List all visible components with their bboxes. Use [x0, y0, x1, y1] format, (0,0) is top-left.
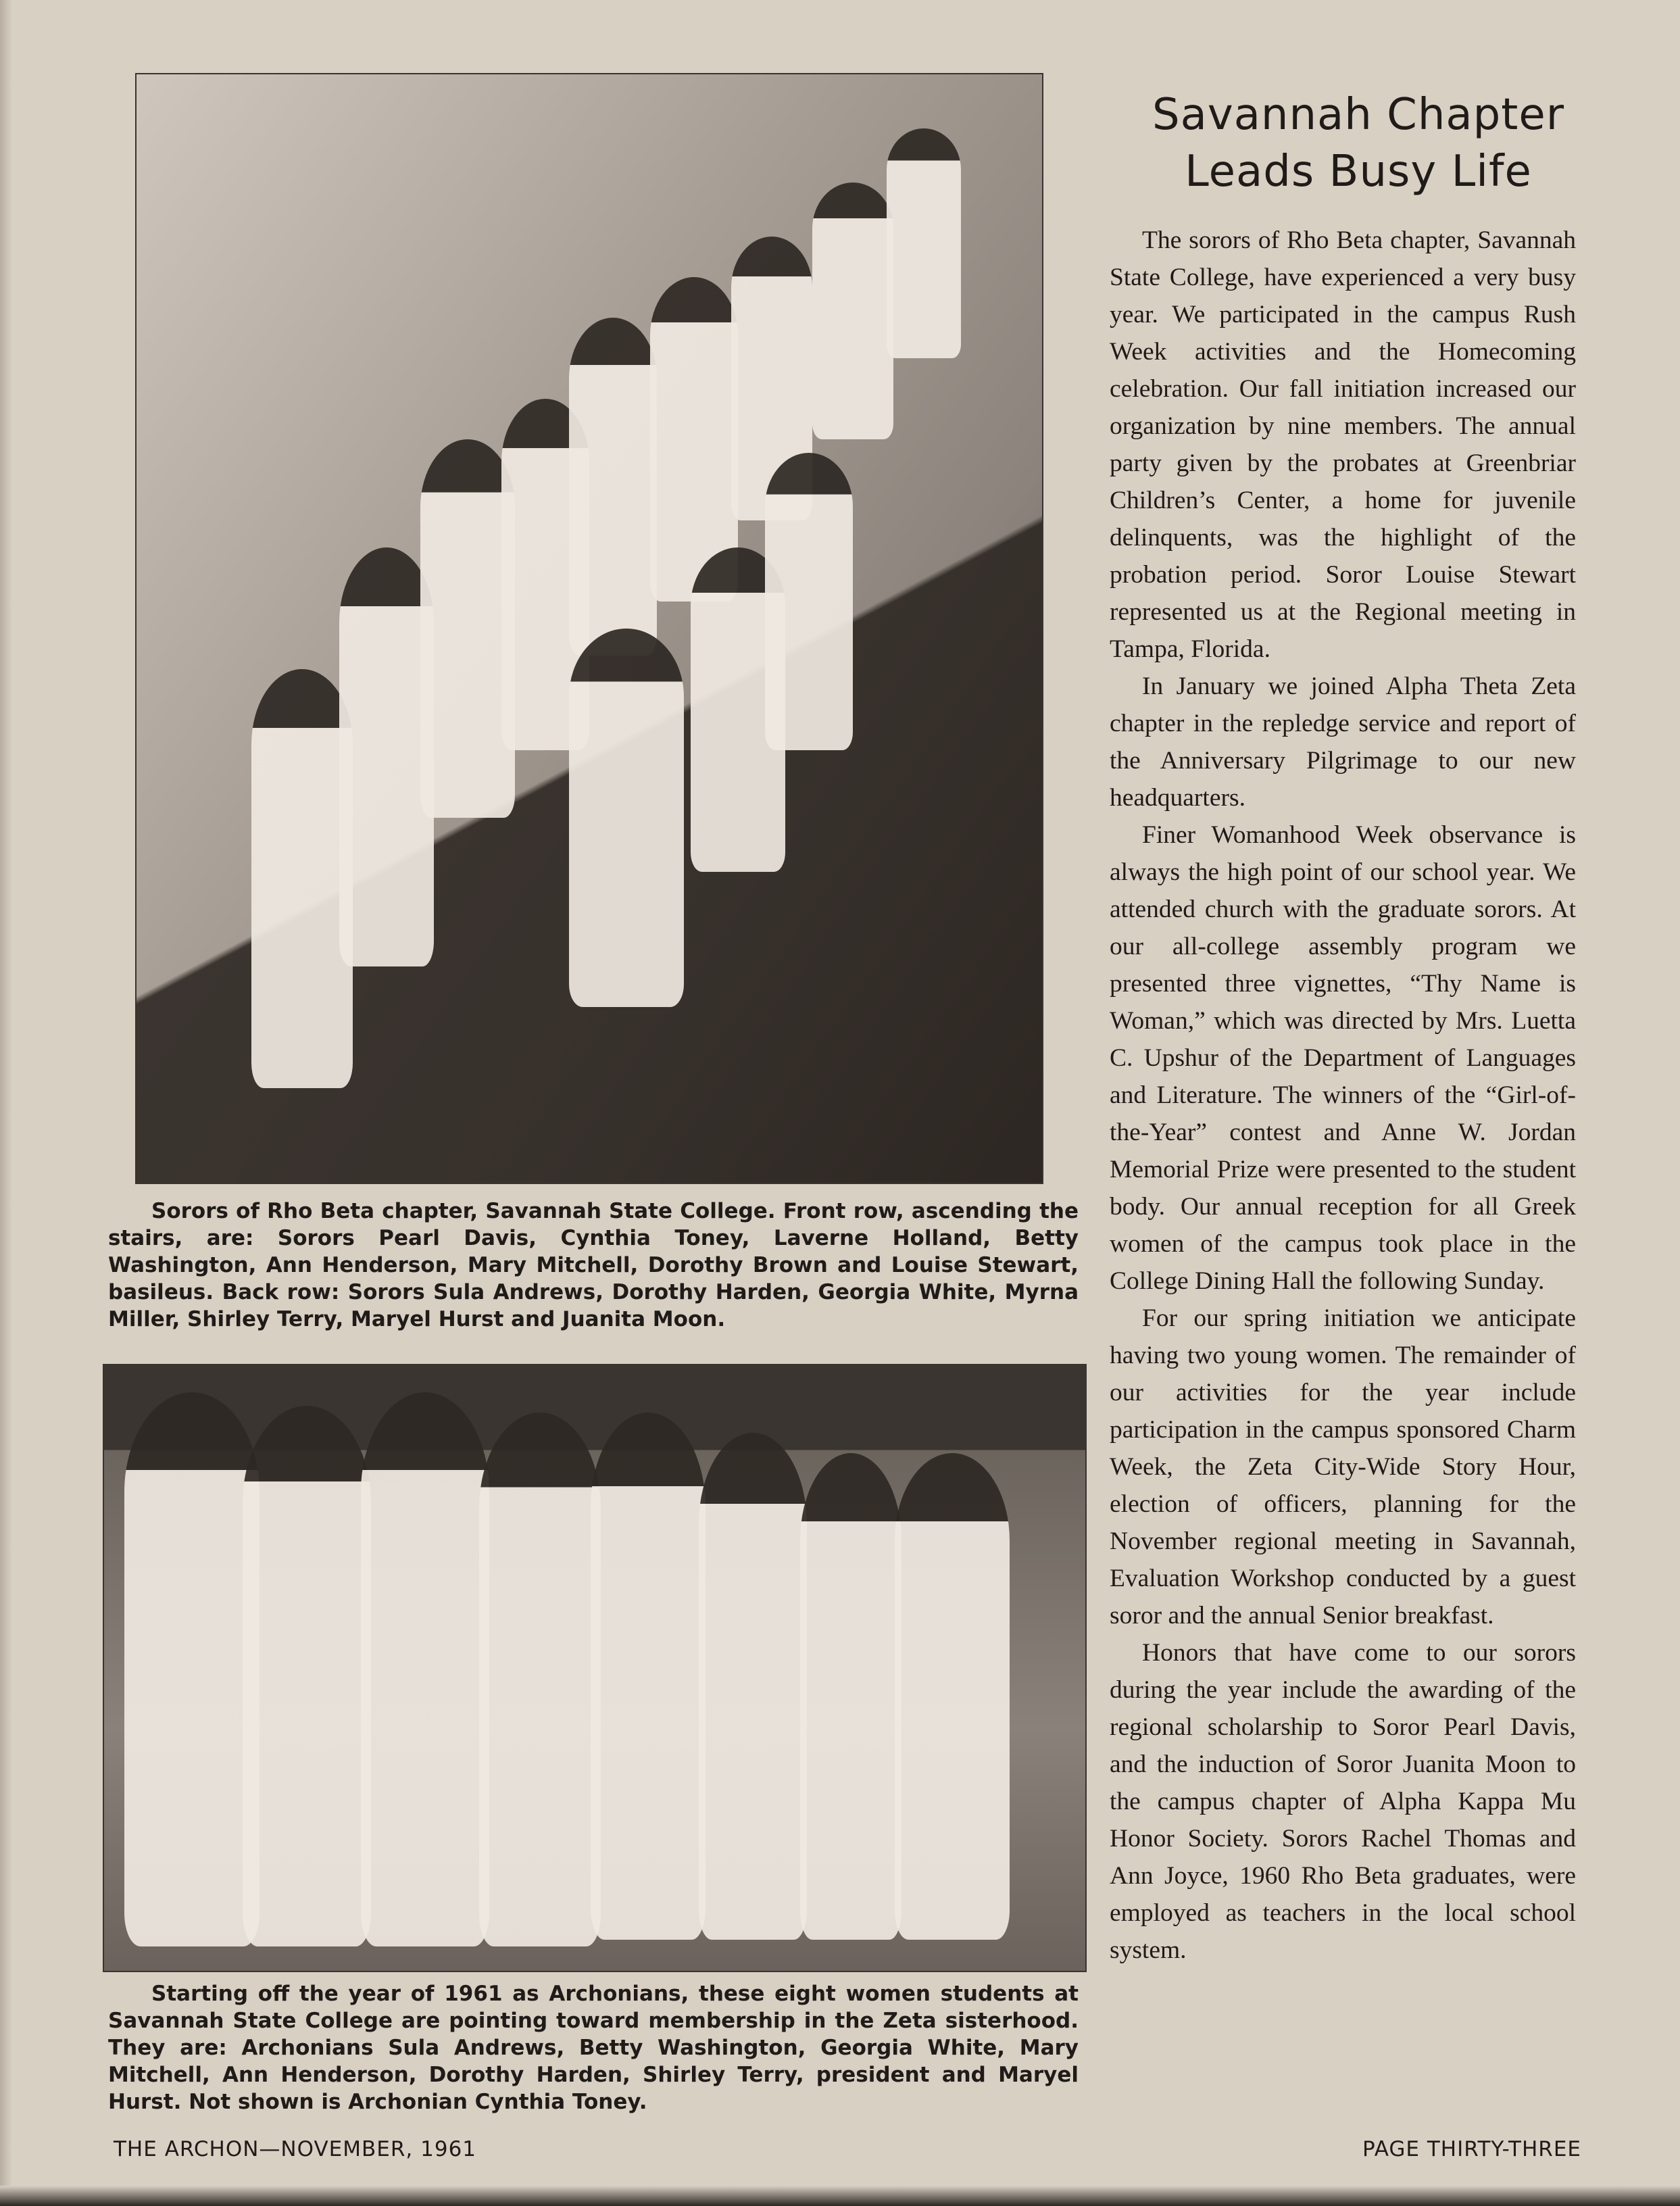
archonians-group-photo — [103, 1364, 1087, 1972]
photo-figure — [569, 629, 684, 1007]
photo-figure — [420, 439, 515, 818]
photo-figure — [591, 1413, 706, 1940]
photo-figure — [699, 1433, 807, 1940]
photo-figure — [243, 1406, 371, 1946]
photo-figure — [339, 547, 434, 966]
article-paragraph: Finer Womanhood Week observance is always the high point of our school year. We attended church with the graduate sorors. At our all-college assembly program we presented three vignettes, “Thy Name is Woman,” which was directed by Mrs. Luetta C. Upshur of the Department of Languages and Literature. The winners of the “Girl-of-the-Year” contest and Anne W. Jordan Memorial Prize were presented to the student body. Our annual reception for all Greek women of the campus took place in the College Dining Hall the following Sunday. — [1110, 821, 1576, 1295]
photo-figure — [569, 318, 657, 656]
photo-figure — [895, 1453, 1010, 1940]
article-title-line-2: Leads Busy Life — [1185, 147, 1532, 197]
top-photo-caption: Sorors of Rho Beta chapter, Savannah State College. Front row, ascending the stairs, are: Sorors Pearl Davis, Cynthia Toney, Laverne Holland, Betty Washington, Ann Henderson, Mary Mitchell, Dorothy Brown and Louise Stewart, basileus. Back row: Sorors Sula Andrews, Dorothy Harden, Georgia White, Myrna Miller, Shirley Terry, Maryel Hurst and Juanita Moon. — [108, 1199, 1079, 1331]
bottom-photo-caption: Starting off the year of 1961 as Archonians, these eight women students at Savannah State College are pointing toward membership in the Zeta sisterhood. They are: Archonians Sula Andrews, Betty Washington, Georgia White, Mary Mitchell, Ann Henderson, Dorothy Harden, Shirley Terry, president and Maryel Hurst. Not shown is Archonian Cynthia Toney. — [108, 1982, 1079, 2114]
article-paragraph: In January we joined Alpha Theta Zeta chapter in the repledge service and report of the Anniversary Pilgrimage to our new headquarters. — [1110, 672, 1576, 812]
photo-figure — [765, 453, 853, 750]
article-paragraph: Honors that have come to our sorors during the year include the awarding of the regional scholarship to Soror Pearl Davis, and the induction of Soror Juanita Moon to the campus chapter of Alpha Kappa Mu Honor Society. Sorors Rachel Thomas and Ann Joyce, 1960 Rho Beta graduates, were employed as teachers in the local school system. — [1110, 1639, 1576, 1964]
footer-page-number: PAGE THIRTY-THREE — [1362, 2137, 1581, 2161]
sorors-staircase-photo — [135, 73, 1043, 1184]
article-paragraph: The sorors of Rho Beta chapter, Savannah State College, have experienced a very busy year. We participated in the campus Rush Week activities and the Homecoming celebration. Our fall initiation increased our organization by nine members. The annual party given by the probates at Greenbriar Children’s Center, a home for juvenile delinquents, was the highlight of the probation period. Soror Louise Stewart represented us at the Regional meeting in Tampa, Florida. — [1110, 226, 1576, 663]
footer-publication: THE ARCHON—NOVEMBER, 1961 — [114, 2137, 477, 2161]
photo-figure — [124, 1392, 260, 1946]
photo-figure — [361, 1392, 489, 1946]
photo-figure — [251, 669, 353, 1088]
page-edge-bottom — [0, 2186, 1680, 2206]
photo-figure — [479, 1413, 601, 1946]
article-title — [1081, 87, 1635, 200]
article-paragraph: For our spring initiation we anticipate having two young women. The remainder of our activities for the year include participation in the campus sponsored Charm Week, the Zeta City-Wide Story Hour, election of officers, planning for the November regional meeting in Savannah, Evaluation Workshop conducted by a guest soror and the annual Senior breakfast. — [1110, 1304, 1576, 1629]
article-title-line-1: Savannah Chapter — [1152, 90, 1565, 140]
article-body — [1110, 222, 1576, 1969]
photo-figure — [812, 182, 893, 439]
page-edge-left — [0, 0, 12, 2206]
photo-figure — [887, 128, 961, 358]
photo-figure — [800, 1453, 901, 1940]
